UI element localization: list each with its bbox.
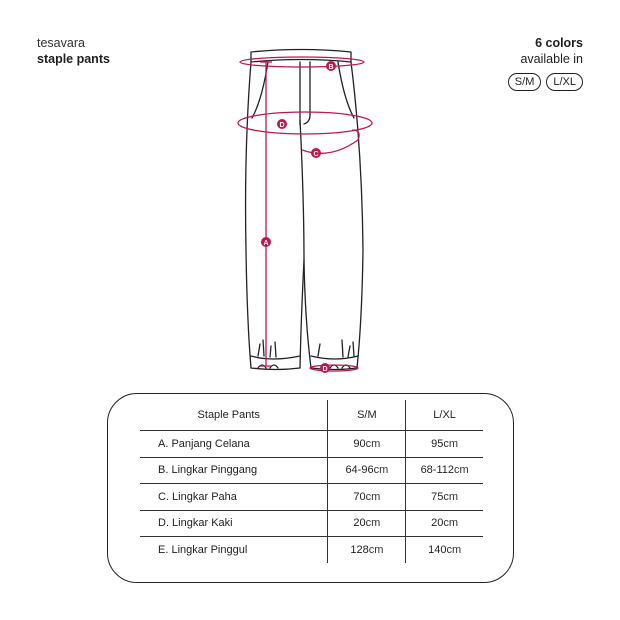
header-name: Staple Pants bbox=[197, 409, 260, 421]
svg-text:C: C bbox=[313, 151, 319, 158]
row-label: A. Panjang Celana bbox=[158, 437, 250, 450]
marker-a bbox=[261, 237, 271, 247]
value-sm: 70 cm bbox=[327, 484, 406, 510]
svg-text:D: D bbox=[322, 366, 328, 373]
value-lxl: 68-112 cm bbox=[420, 464, 469, 477]
marker-d-hem bbox=[320, 363, 330, 373]
table-row bbox=[140, 484, 483, 511]
row-label: D. Lingkar Kaki bbox=[158, 517, 233, 530]
marker-c bbox=[311, 148, 321, 158]
table-row bbox=[140, 537, 483, 563]
brand-name: tesavara bbox=[37, 36, 85, 50]
available-label: available in bbox=[520, 52, 583, 66]
size-table bbox=[140, 400, 483, 563]
header-lxl: L/XL bbox=[433, 409, 456, 421]
row-label: C. Lingkar Paha bbox=[158, 490, 237, 503]
value-sm: 20 cm bbox=[327, 511, 406, 537]
product-name: staple pants bbox=[37, 52, 110, 66]
value-sm: 128 cm bbox=[327, 537, 406, 563]
size-pill-lxl: L/XL bbox=[546, 73, 583, 91]
marker-d-hip bbox=[277, 119, 287, 129]
value-lxl: 20 cm bbox=[431, 517, 459, 530]
svg-text:B: B bbox=[328, 64, 334, 71]
value-lxl: 140 cm bbox=[428, 543, 462, 556]
table-row bbox=[140, 458, 483, 485]
pants-outline bbox=[246, 50, 363, 370]
svg-text:D: D bbox=[279, 122, 285, 129]
row-label: B. Lingkar Pinggang bbox=[158, 464, 258, 477]
value-sm: 90 cm bbox=[327, 431, 406, 457]
table-row bbox=[140, 431, 483, 458]
marker-b bbox=[326, 61, 336, 71]
table-row bbox=[140, 511, 483, 538]
color-count: 6 colors bbox=[535, 36, 583, 50]
size-pill-sm: S/M bbox=[508, 73, 542, 91]
header-sm: S/M bbox=[327, 400, 406, 430]
value-lxl: 75 cm bbox=[431, 490, 459, 503]
svg-text:A: A bbox=[263, 240, 269, 247]
row-label: E. Lingkar Pinggul bbox=[158, 543, 248, 556]
value-lxl: 95 cm bbox=[431, 437, 459, 450]
value-sm: 64-96 cm bbox=[327, 458, 406, 484]
table-header-row bbox=[140, 400, 483, 431]
